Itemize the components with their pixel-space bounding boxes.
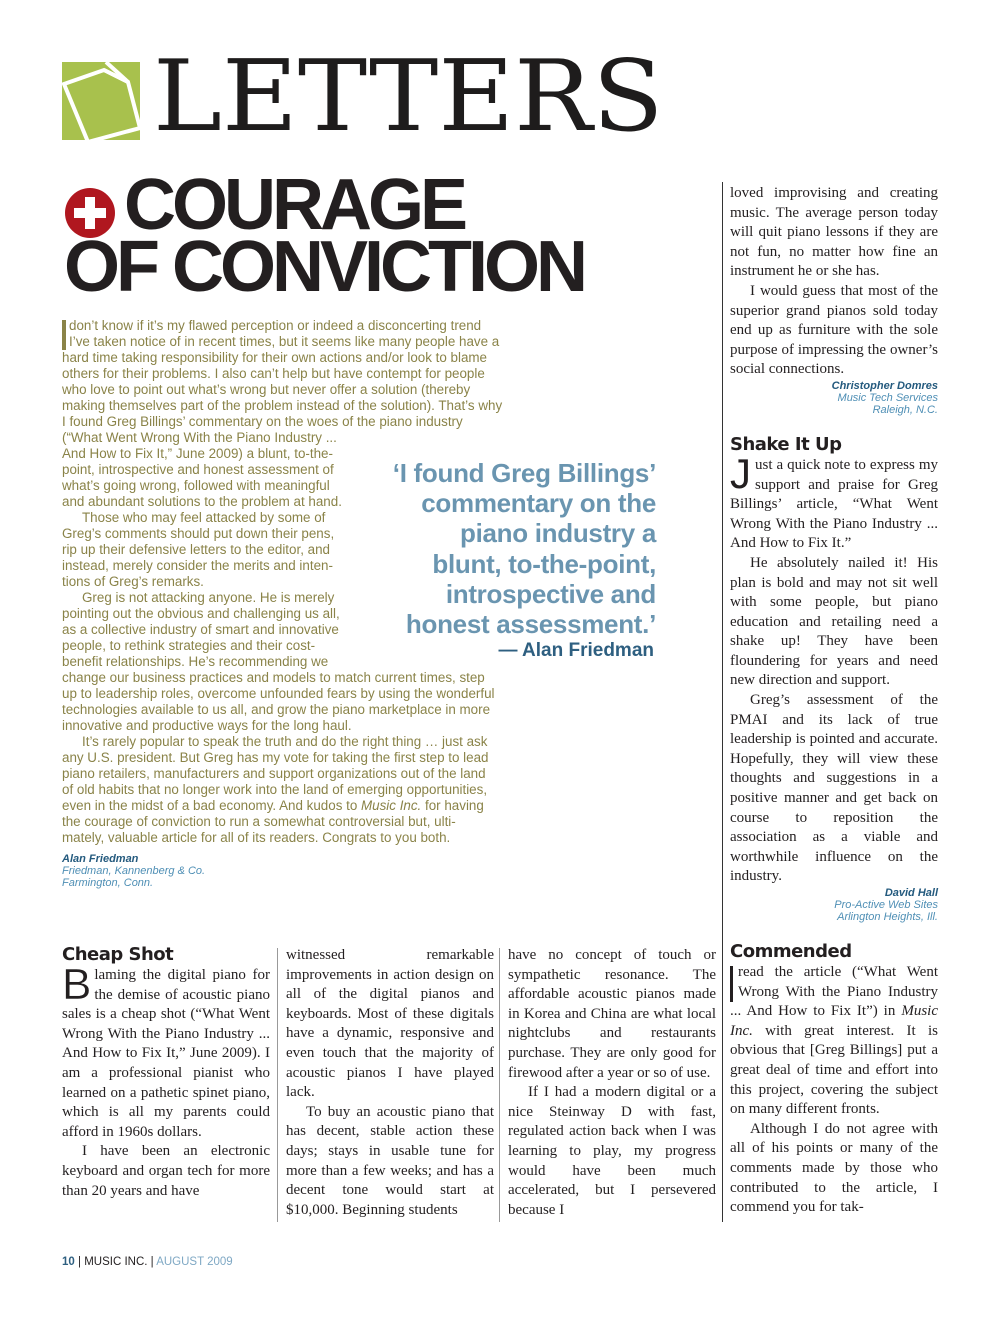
publication-name: MUSIC INC. — [84, 1256, 148, 1268]
headline-line-2: OF CONVICTION — [64, 227, 584, 307]
text-line: mately, valuable article for all of its readers. Congrats to you both. — [62, 830, 451, 845]
text-line: hard time taking responsibility for their own actions and/or look to blame — [62, 350, 487, 365]
main-letter-intro — [62, 318, 532, 462]
text-line: benefit relationships. He’s recommending we — [62, 654, 329, 669]
paragraph: loved improvising and creating music. The average person today will quit piano lessons if they are not fun, no matter how fine an instrument he or she has. — [730, 185, 938, 280]
pull-quote-line: blunt, to-the-point, — [432, 548, 656, 579]
text-line: don’t know if it’s my flawed perception or indeed a disconcerting trend — [69, 318, 482, 333]
text-line: and abundant solutions to the problem at hand. — [62, 494, 342, 509]
signature-name: Alan Friedman — [62, 853, 139, 865]
text-line: tions of Greg’s remarks. — [62, 574, 204, 589]
text-line: making themselves part of the problem instead of the solution). That’s why — [62, 398, 503, 413]
text-line — [62, 798, 532, 814]
drop-cap: J — [730, 449, 751, 497]
cheap-shot-column-3 — [508, 946, 716, 1220]
text-line: any U.S. president. But Greg has my vote for taking the first step to lead — [62, 750, 489, 765]
signature-location: Farmington, Conn. — [62, 877, 154, 889]
paragraph: I would guess that most of the superior grand pianos sold today end up as furniture with the sole purpose of impressing the owner’s social connections. — [730, 282, 938, 378]
column-divider — [722, 182, 723, 1222]
text-line: change our business practices and models to match current times, step — [62, 670, 485, 685]
paragraph — [62, 960, 270, 1142]
signature-christopher-domres — [730, 380, 938, 416]
right-column — [730, 184, 938, 1218]
paragraph — [730, 449, 938, 554]
publication-name: Music Inc. — [730, 1003, 938, 1039]
paragraph-text: ust a quick note to express my support and praise for Greg Billings’ article, “What Went Wrong With the Piano Industry ... And How to Fix It.” — [730, 456, 938, 552]
separator: | — [74, 1256, 85, 1268]
page-footer — [62, 1256, 233, 1268]
issue-date: AUGUST 2009 — [156, 1256, 233, 1268]
section-title-commended: Commended — [730, 941, 852, 962]
text-line: innovative and productive ways for the long haul. — [62, 718, 352, 733]
main-letter-left — [62, 462, 362, 670]
column-divider — [277, 948, 278, 1222]
separator: | — [147, 1256, 157, 1268]
text-line: Greg is not attacking anyone. He is merely — [82, 590, 335, 605]
text-line: Greg’s comments should put down their pens, — [62, 526, 335, 541]
signature-david-hall — [730, 887, 938, 923]
text-line: I’ve taken notice of in recent times, but it seems like many people have a — [69, 334, 500, 349]
drop-cap-bar — [62, 320, 66, 350]
paragraph: witnessed remarkable improvements in action design on all of the digital pianos and keyboards. Most of these digitals have a dynamic, responsive and even touch that the majority of acoustic pianos I have played lack. — [286, 947, 494, 1101]
letters-logo-icon — [62, 62, 140, 140]
text-line: piano retailers, manufacturers and support organizations out of the land — [62, 766, 486, 781]
text-line: technologies available to us all, and grow the piano marketplace in more — [62, 702, 491, 717]
pull-quote-line: commentary on the — [421, 488, 656, 519]
paragraph — [730, 963, 938, 1120]
text-line: people, to rethink strategies and their cost- — [62, 638, 316, 653]
text-line: point, introspective and honest assessment of — [62, 462, 334, 477]
paragraph: He absolutely nailed it! His plan is bold and may not sit well with some people, but piano education and retailing need a shake up! They have been floundering for years and need new direction and support. — [730, 554, 938, 689]
signature-location: Raleigh, N.C. — [872, 403, 938, 416]
headline — [64, 165, 584, 307]
text-span: for having — [421, 798, 484, 813]
section-title-cheap-shot: Cheap Shot — [62, 944, 174, 965]
signature-company: Pro-Active Web Sites — [834, 899, 938, 911]
paragraph: Although I do not agree with all of his points or many of the comments made by those who contributed to the article, I commend you for tak- — [730, 1120, 938, 1216]
signature-company: Music Tech Services — [837, 391, 938, 404]
text-line: I found Greg Billings’ commentary on the woes of the piano industry — [62, 414, 463, 429]
cheap-shot-column-2 — [286, 946, 494, 1220]
text-line: others for their problems. I also can’t help but have contempt for people — [62, 366, 485, 381]
pull-quote-attribution: — Alan Friedman — [498, 640, 654, 661]
pull-quote-line: honest assessment.’ — [405, 609, 656, 640]
text-line: what’s going wrong, followed with meaningful — [62, 478, 330, 493]
section-title: LETTERS — [153, 40, 664, 154]
paragraph: To buy an acoustic piano that has decent, stable action these days; stays in usable tune for more than a few weeks; and has a decent tone would start at $10,000. Beginning students — [286, 1103, 494, 1218]
pull-quote-line: piano industry a — [459, 518, 656, 549]
publication-name: Music Inc. — [361, 798, 422, 813]
pull-quote — [366, 458, 656, 639]
text-line: pointing out the obvious and challenging us all, — [62, 606, 340, 621]
main-letter-bottom — [62, 670, 532, 846]
signature-alan-friedman — [62, 853, 362, 889]
text-line: And How to Fix It,” June 2009) a blunt, to-the- — [62, 446, 333, 461]
column-divider — [499, 948, 500, 1222]
paragraph: I have been an electronic keyboard and organ tech for more than 20 years and have — [62, 1143, 270, 1199]
text-line: who love to point out what’s wrong but never offer a solution (thereby — [62, 382, 471, 397]
text-line: Those who may feel attacked by some of — [82, 510, 326, 525]
paragraph: Greg’s assessment of the PMAI and its lack of true leadership is pointed and accurate. Hopefully, they will view these thoughts and suggestions in a positive manner and get back on course to reposition the association as a viable and worthwhile influence on the industry. — [730, 692, 938, 885]
text-line: as a collective industry of smart and innovative — [62, 622, 339, 637]
signature-company: Friedman, Kannenberg & Co. — [62, 865, 206, 877]
drop-cap: B — [62, 960, 92, 1009]
pull-quote-line: introspective and — [445, 578, 656, 609]
paragraph-text: laming the digital piano for the demise of acoustic piano sales is a cheap shot (“What Went Wrong With the Piano Industry ... And How to Fix It,” June 2009). I am a professional pianist who learned on a pathetic spinet piano, which is all my parents could afford in 1960s dollars. — [62, 967, 270, 1140]
paragraph: have no concept of touch or sympathetic resonance. The affordable acoustic pianos made in Korea and China are what local nightclubs and restaurants purchase. They are only good for firewood after a year or so of use. — [508, 947, 716, 1081]
text-line: instead, merely consider the merits and inten- — [62, 558, 333, 573]
section-title-shake-it-up: Shake It Up — [730, 433, 842, 455]
text-line: rip up their defensive letters to the editor, and — [62, 542, 330, 557]
text-line: up to leadership roles, overcome unfounded fears by using the wonderful — [62, 686, 495, 701]
text-line: (“What Went Wrong With the Piano Industry ... — [62, 430, 337, 445]
text-line: It’s rarely popular to speak the truth and do the right thing … just ask — [82, 734, 488, 749]
headline-line-1: COURAGE — [124, 165, 465, 245]
text-line: of old habits that no longer work into the land of emerging opportunities, — [62, 782, 488, 797]
text-line: the courage of conviction to run a somewhat controversial but, ulti- — [62, 814, 456, 829]
text-span: even in the midst of a bad economy. And kudos to — [62, 798, 361, 813]
paragraph: If I had a modern digital or a nice Steinway D with fast, regulated action back when I was learning to play, my progress would have been much accelerated, but I persevered because I — [508, 1084, 716, 1218]
signature-location: Arlington Heights, Ill. — [837, 911, 938, 923]
signature-name: David Hall — [884, 887, 938, 899]
paragraph-text: read the article (“What Went Wrong With the Piano Industry ... And How to Fix It”) in — [730, 964, 938, 1020]
cheap-shot-column-1 — [62, 944, 270, 1201]
pull-quote-line: ‘I found Greg Billings’ — [392, 458, 656, 488]
drop-cap-i — [730, 966, 733, 1002]
signature-name: Christopher Domres — [831, 379, 938, 392]
paragraph-text: with great interest. It is obvious that [Greg Billings] put a great deal of time and effort into this project, covering the subject on many different fronts. — [730, 1022, 938, 1118]
page-number: 10 — [62, 1256, 75, 1268]
